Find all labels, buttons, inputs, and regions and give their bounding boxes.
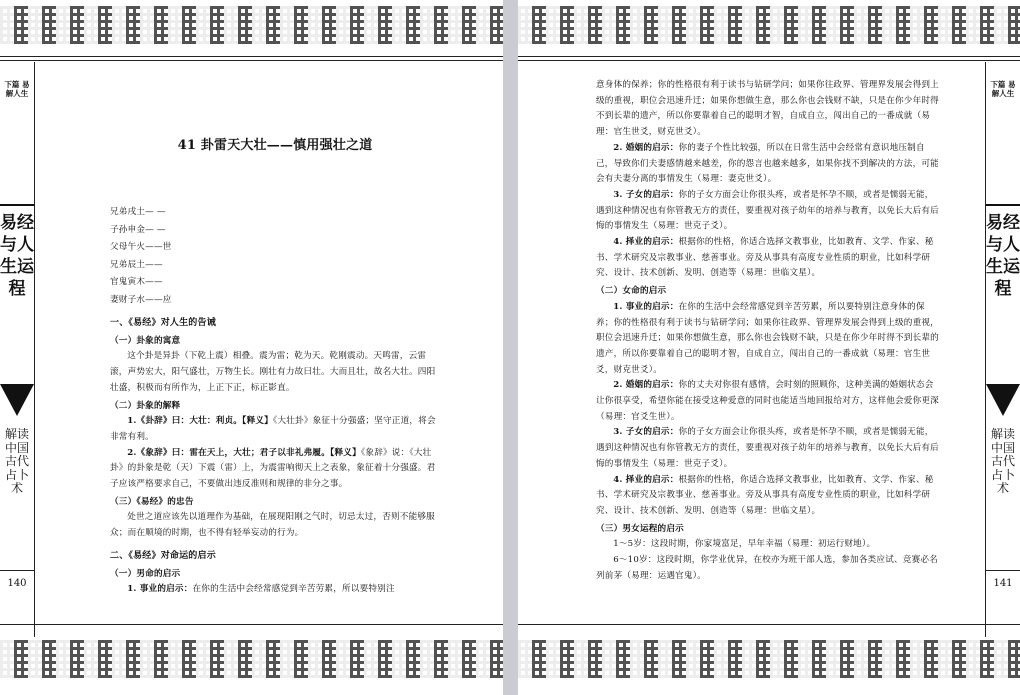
paragraph <box>596 188 941 235</box>
bold-lead: 4. 择业的启示： <box>613 474 679 485</box>
subsection-heading: （一）男命的启示 <box>110 568 181 579</box>
section-heading: 一、《易经》对人生的告诫 <box>110 318 216 328</box>
subsection-heading: （一）卦象的寓意 <box>110 335 181 346</box>
paragraph: 处世之道应该先以道理作为基础，在展现阳刚之气时，切忌太过，否则不能够服众；而在顺境的时期，也不得有轻举妄动的行为。 <box>110 512 435 539</box>
book-gutter <box>503 0 518 695</box>
top-rule <box>0 56 503 57</box>
right-side-column <box>985 62 1020 637</box>
bold-lead: 3. 子女的启示： <box>613 427 679 438</box>
left-text-column <box>110 138 440 598</box>
paragraph <box>596 235 941 282</box>
page-number: 141 <box>986 570 1020 589</box>
paragraph <box>596 378 941 425</box>
bottom-rule <box>0 624 503 625</box>
paragraph-text: 根据你的性格，你适合选择文教事业，比如教育、文学、作家、秘书、学术研究及宗教事业、慈善事业。旁及从事具有高度专业性质的职业，比如科学研究、设计、技术创新、发明、创造等（易理：世临文星）。 <box>596 474 934 516</box>
top-fret-border <box>0 6 503 44</box>
paragraph: 意身体的保养；你的性格很有利于读书与钻研学问；如果你往政界、管理界发展会得到上级的重视，职位会迅速升迁；如果你想做生意，那么你也会钱财不缺，只是在你少年时得不到长辈的遗产，所以你要靠着自己的聪明才智，自成自立，闯出自己的一番成就（易理：官生世爻，财克世爻）。 <box>596 80 939 138</box>
paragraph-text: 《象辞》说：《大壮卦》的卦象是乾（天）下震（雷）上，为震雷响彻天上之表象，象征着十分强盛。君子应该严格要求自己，不要做出违反准则和规律的非分之事。 <box>110 447 436 490</box>
paragraph-text: 《大壮卦》象征十分强盛；坚守正道，将会非常有利。 <box>110 416 436 442</box>
paragraph <box>110 414 440 445</box>
left-side-column <box>0 62 35 637</box>
paragraph <box>596 425 941 472</box>
subsection-heading: （三）男女运程的启示 <box>596 523 684 534</box>
paragraph-text: 你的妻子个性比较强，所以在日常生活中会经常有意识地压制自己，导致你们夫妻感情越来越差，你的怨言也越来越多，如果你找不到解决的方法，可能会有夫妻分离的事情发生（易理：妻克世爻）。 <box>596 142 939 185</box>
bold-lead: 3. 子女的启示： <box>613 189 679 200</box>
paragraph <box>110 582 440 598</box>
paragraph-text: 你的子女方面会让你很头疼，或者是怀孕不顺，或者是懦弱无能，遇到这种情况也有你管教无方的责任，要重视对孩子幼年的培养与教育，以免长大后有后悔的事情发生（易理：世克子爻）。 <box>596 427 939 469</box>
triangle-ornament-icon <box>0 384 34 416</box>
paragraph: 6～10岁：这段时期，你学业优异，在校亦为班干部人选，参加各类应试、竞赛必名列前茅（易理：运遇官鬼）。 <box>596 555 938 581</box>
left-page <box>0 0 503 695</box>
bottom-rule <box>518 624 1020 625</box>
bold-lead: 4. 择业的启示： <box>613 237 679 248</box>
chapter-title: 41 卦雷天大壮——慎用强壮之道 <box>177 138 373 153</box>
triangle-ornament-icon <box>986 384 1020 416</box>
bold-lead: 2. 婚姻的启示： <box>613 380 679 391</box>
hexagram-line: 妻财子水——应 <box>110 294 172 305</box>
paragraph <box>596 141 941 188</box>
bold-lead: 1. 事业的启示： <box>613 301 679 312</box>
bottom-fret-border <box>0 640 503 678</box>
hexagram-lines <box>110 204 440 309</box>
section-label: 下篇 易解人生 <box>4 80 30 98</box>
bottom-fret-border <box>518 640 1020 678</box>
paragraph-text: 你的丈夫对你很有感情，会时刻的照顾你，这种美满的婚姻状态会让你很享受，希望你能在接受这种爱意的同时也能适当地回报给对方，这样他会爱你更深（易理：官爻生世）。 <box>596 380 939 422</box>
bold-lead: 2. 婚姻的启示： <box>613 142 679 153</box>
hexagram-line: 兄弟辰土—— <box>110 259 163 270</box>
bold-lead: 1. 事业的启示： <box>127 584 193 595</box>
bold-lead: 2.《象辞》曰：雷在天上，大壮；君子以非礼弗履。【释义】 <box>127 447 361 458</box>
bold-lead: 1.《卦辞》曰：大壮：利贞。【释义】 <box>127 416 273 427</box>
paragraph: 1～5岁：这段时期，你家境富足，早年幸福（易理：初运行财地）。 <box>613 539 876 550</box>
top-rule-inner <box>518 60 1020 61</box>
page-number: 140 <box>0 570 34 589</box>
section-heading: 二、《易经》对命运的启示 <box>110 550 216 561</box>
book-title: 易经与人生运程 <box>986 204 1020 300</box>
paragraph <box>110 446 440 493</box>
subsection-heading: （二）女命的启示 <box>596 286 667 297</box>
paragraph <box>596 473 941 520</box>
top-rule <box>518 56 1020 57</box>
right-text-column <box>596 78 941 585</box>
hexagram-line: 父母午火——世 <box>110 242 172 252</box>
book-title: 易经与人生运程 <box>0 204 34 300</box>
subsection-heading: （三）《易经》的忠告 <box>110 496 194 507</box>
hexagram-line: 子孙申金— — <box>110 224 166 235</box>
paragraph: 这个卦是异卦（下乾上震）相叠。震为雷；乾为天。乾刚震动。天鸣雷，云雷滚，声势宏大，阳气盛壮，万物生长。刚壮有力故曰壮。大而且壮，故名大壮。四阳壮盛，积极而有所作为，上正下正，标正影直。 <box>110 351 436 393</box>
hexagram-line: 兄弟戌土— — <box>110 207 166 217</box>
paragraph-text: 你的子女方面会让你很头疼，或者是怀孕不顺，或者是懦弱无能，遇到这种情况也有你管教无方的责任，要重视对孩子幼年的培养与教育，以免长大后有后悔的事情发生（易理：世克子爻）。 <box>596 189 939 232</box>
subsection-heading: （二）卦象的解释 <box>110 400 181 411</box>
top-rule-inner <box>0 60 503 61</box>
top-fret-border <box>518 6 1020 44</box>
paragraph-text: 根据你的性格，你适合选择文教事业，比如教育、文学、作家、秘书、学术研究及宗教事业、慈善事业。旁及从事具有高度专业性质的职业，比如科学研究、设计、技术创新、发明、创造等（易理：世临文星）。 <box>596 237 934 279</box>
section-label: 下篇 易解人生 <box>990 80 1016 98</box>
paragraph-text: 在你的生活中会经常感觉到辛苦劳累，所以要特别注 <box>192 584 395 595</box>
paragraph-text: 在你的生活中会经常感觉到辛苦劳累，所以要特别注意身体的保养；你的性格很有利于读书与钻研学问；如果你往政界、管理界发展会得到上级的重视，职位会迅速升迁；如果你想做生意，那么你也会钱财不缺，只是在你少年时得不到长辈的遗产，所以你要靠着自己的聪明才智，自成自立，闯出自己的一番成就（易理：官生世爻，财克世爻）。 <box>596 301 939 375</box>
hexagram-line: 官鬼寅木—— <box>110 277 163 287</box>
book-subtitle: 解读中国古代占卜术 <box>990 427 1015 496</box>
book-subtitle: 解读中国古代占卜术 <box>4 427 29 496</box>
paragraph <box>596 300 941 379</box>
